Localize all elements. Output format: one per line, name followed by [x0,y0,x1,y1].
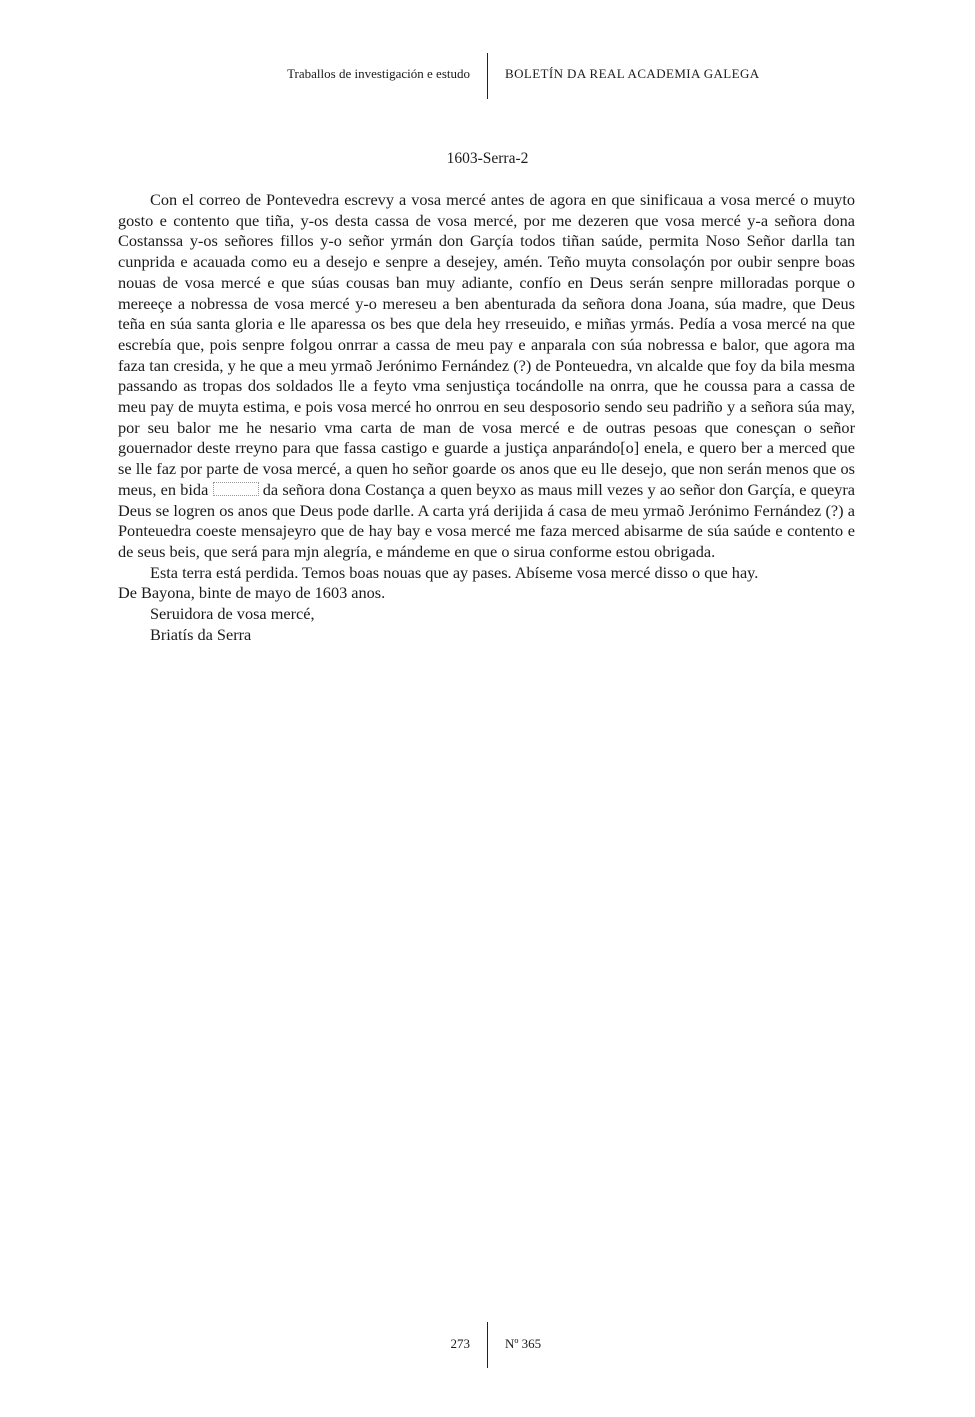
issue-number: Nº 365 [505,1336,542,1351]
letter-closing: Seruidora de vosa mercé, [150,604,315,624]
document-title: 1603-Serra-2 [446,150,529,167]
letter-body [118,190,855,645]
page-number: 273 [450,1336,470,1351]
letter-paragraph-1 [118,190,855,563]
letter-paragraph-2: Esta terra está perdida. Temos boas nouas que ay pases. Abíseme vosa mercé disso o que hay. [150,562,759,582]
header-divider [487,53,488,99]
footer-divider [487,1322,488,1368]
running-header-section: Traballos de investigación e estudo [287,66,470,81]
paragraph-1-text-a: Con el correo de Pontevedra escrevy a vosa mercé antes de agora en que sinificaua a vosa mercé o muyto gosto e contento que tiña, y-os desta cassa de vosa mercé, por me dezeren que vosa mercé y-a señora dona Costanssa y-os señores fillos y-o señor yrmán don Garçía todos tiñan saúde, permita Noso Señor darlla tan cunprida e acauada como eu a desejo e senpre a desejey, amén. Teño muyta consolaçón por oubir senpre boas nouas de vosa mercé e que súas cousas ban muy adiante, confío en Deus serán senpre milloradas porque o mereeçe a nobressa de vosa mercé y-o mereseu a ben abenturada da señora dona Joana, súa madre, que Deus teña en súa santa gloria e lle aparessa os bes que dela hey rreseuido, e miñas yrmás. Pedía a vosa mercé na que escrebía que, pois senpre folgou onrrar a cassa de meu pay e anparala con súa nobressa e balor, que agora ma faza tan cresida, y he que a meu yrmaõ Jerónimo Fernández (?) de Ponteuedra, vn alcalde que foy da bila mesma passando as tropas dos soldados lle a feyto vma senjustiça tocándolle na onrra, que he coussa para a cassa de meu pay de muyta estima, e pois vosa mercé ho onrrou en seu desposorio sendo seu padriño y a señora súa may, por seu balor me he nesario vma carta de man de vosa mercé e de outras pesoas que conesçan o señor gouernador deste rreyno para que fassa castigo e guarde a justiça anparándo[o] enela, e quero ber a merced que se lle faz por parte de vosa mercé, a quen ho señor goarde os anos que eu lle desejo, que non serán menos que os meus, en bida [118,190,855,499]
paragraph-1-text-b: da señora dona Costança a quen beyxo as maus mill vezes y ao señor don Garçía, e queyra Deus se logren os anos que Deus pode darlle. A carta yrá derijida á casa de meu yrmaõ Jerónimo Fernández (?) a Ponteuedra coeste mensajeyro que de hay bay e vosa mercé me faza merced abisarme de súa saúde e contento e de seus beis, que será para mjn alegría, e mándeme en que o sirua conforme estou obrigada. [118,479,855,561]
illegible-mark [213,482,259,496]
letter-signature: Briatís da Serra [150,624,252,644]
letter-date-line: De Bayona, binte de mayo de 1603 anos. [118,583,386,603]
running-header-journal: BOLETÍN DA REAL ACADEMIA GALEGA [505,66,760,81]
